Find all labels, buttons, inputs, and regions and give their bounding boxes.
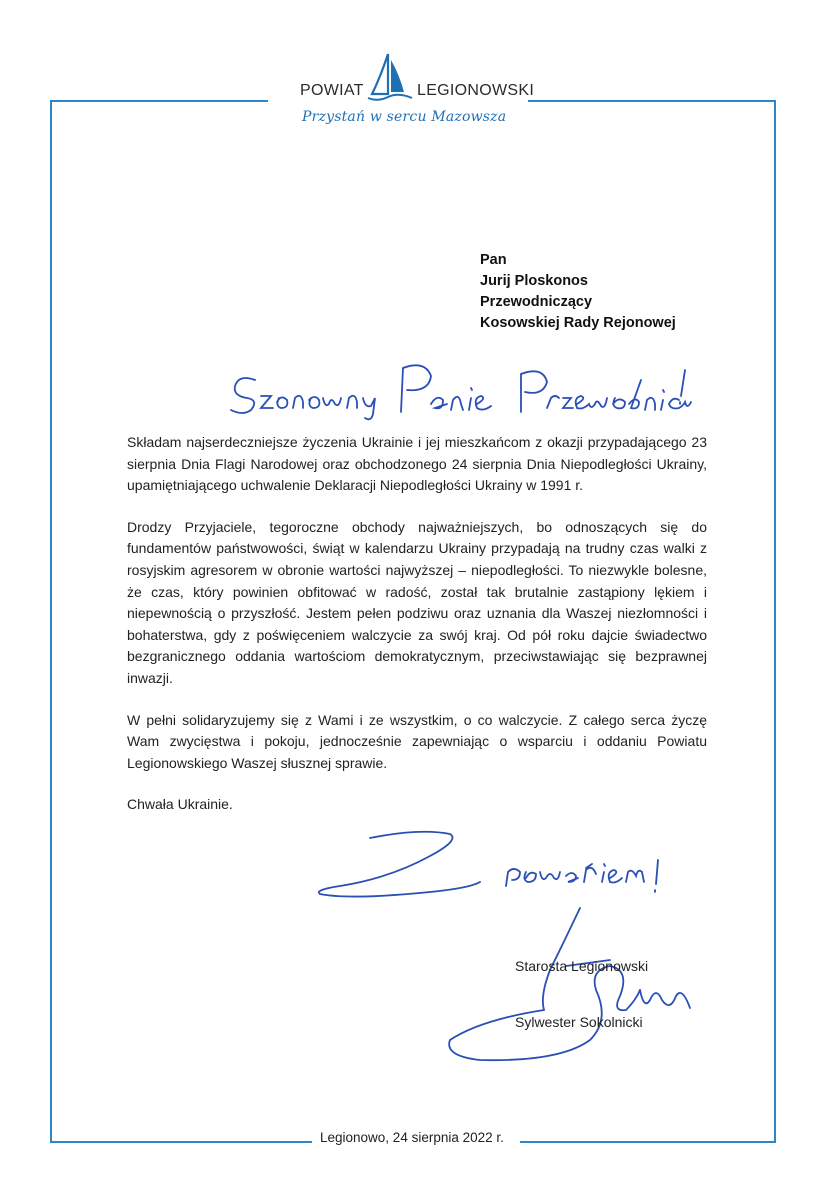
paragraph-friends: Drodzy Przyjaciele, tegoroczne obchody najważniejszych, bo odnoszących się do fundamentów państwowości, świąt w kalendarzu Ukrainy przypadają na trudny czas walki z rosyjskim agresorem w obronie wartości najwyższej – niepodległości. To niezwykle bolesne, że czas, który powinien obfitować w radość, został tak brutalnie zastąpiony lękiem i niepewnością o przyszłość. Jestem pełen podziwu oraz uznania dla Waszej niezłomności i bohaterstwa, gdy z poświęceniem walczycie za swój kraj. Od pół roku dajcie świadectwo bezgranicznego oddania wartościom demokratycznym, przeciwstawiając się bezprawnej inwazji. bbox=[127, 518, 707, 686]
closing-text: Z poważaniem! bbox=[310, 908, 317, 909]
place-and-date: Legionowo, 24 sierpnia 2022 r. bbox=[316, 1130, 508, 1145]
paragraph-solidarity: W pełni solidaryzujemy się z Wami i ze wszystkim, o co walczycie. Z całego serca życzę Wam zwycięstwa i pokoju, jednocześnie zapewniając o wsparciu i oddaniu Powiatu Legionowskiego Waszej słusznej sprawie. bbox=[127, 711, 707, 771]
signatory-title: Starosta Legionowski bbox=[515, 958, 649, 974]
letter-body bbox=[127, 432, 707, 816]
salutation-text: Szanowny Panie Przewodniczący! bbox=[225, 420, 241, 421]
sailboat-icon bbox=[366, 52, 414, 102]
logo-text-powiat: POWIAT bbox=[300, 82, 364, 99]
handwritten-closing bbox=[310, 820, 700, 910]
signature-scribble bbox=[440, 900, 720, 1070]
powiat-logo bbox=[300, 52, 535, 132]
logo-text-legionowski: LEGIONOWSKI bbox=[417, 82, 535, 99]
signatory-name: Sylwester Sokolnicki bbox=[515, 1014, 643, 1030]
recipient-line-name: Jurij Ploskonos bbox=[480, 273, 588, 289]
paragraph-glory: Chwała Ukrainie. bbox=[127, 796, 233, 813]
recipient-address bbox=[480, 250, 676, 334]
paragraph-wishes: Składam najserdeczniejsze życzenia Ukrainie i jej mieszkańcom z okazji przypadającego 23 sierpnia Dnia Flagi Narodowej oraz obchodzonego 24 sierpnia Dnia Niepodległości Ukrainy, upamiętniającego uchwalenie Deklaracji Niepodległości Ukrainy w 1991 r. bbox=[127, 434, 707, 494]
handwritten-salutation bbox=[225, 352, 695, 422]
logo-tagline: Przystań w sercu Mazowsza bbox=[302, 109, 507, 125]
recipient-line-title: Pan bbox=[480, 252, 507, 268]
recipient-line-position: Przewodniczący bbox=[480, 294, 593, 310]
recipient-line-council: Kosowskiej Rady Rejonowej bbox=[480, 315, 676, 331]
